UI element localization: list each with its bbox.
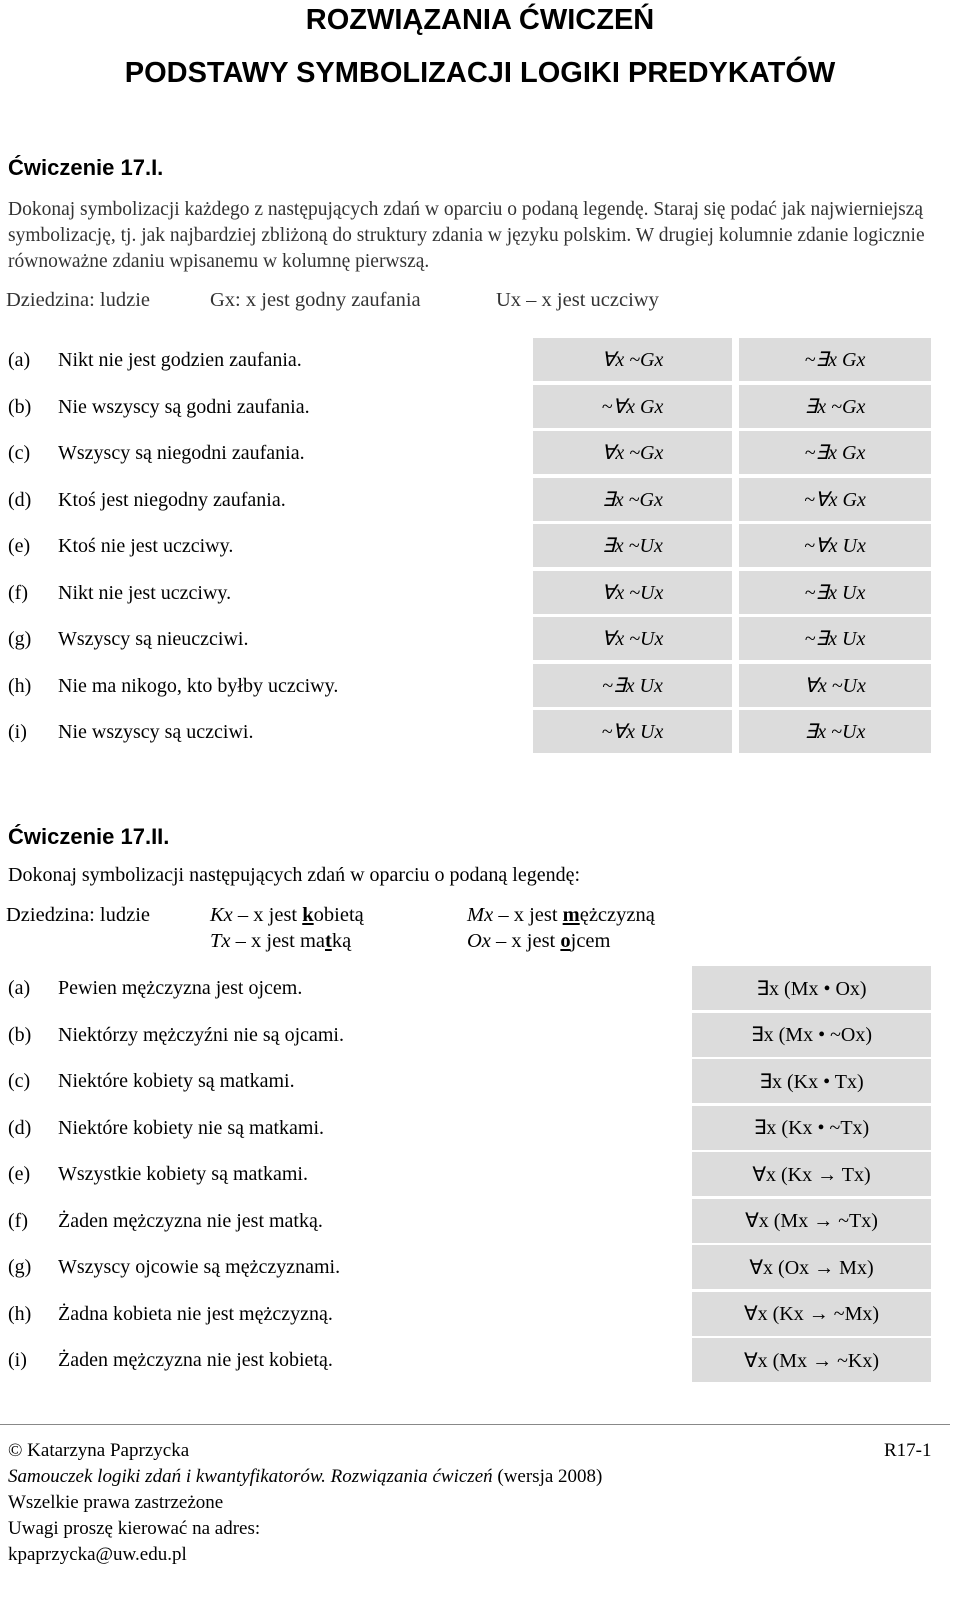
ex2-legend-domain: Dziedzina: ludzie [6,904,151,926]
ex1-answer-cell: ∀x ~Gx [533,338,732,381]
ex2-row-sentence: Żadna kobieta nie jest mężczyzną. [58,1302,333,1325]
ex1-row-label: (i) [8,721,27,743]
ex2-answer-cell: ∃x (Kx • Tx) [692,1059,931,1103]
ex2-row-label: (a) [8,977,31,999]
ex1-row-sentence: Nie wszyscy są godni zaufania. [58,395,310,418]
ex2-answer-cell: ∃x (Kx • ~Tx) [692,1106,931,1150]
ex2-legend-k: Kx – x jest kobietą [210,904,364,926]
ex2-answer-cell: ∀x (Ox → Mx) [692,1245,931,1289]
footer-email[interactable]: kpaprzycka@uw.edu.pl [8,1544,187,1565]
ex1-legend-u: Ux – x jest uczciwy [496,289,659,311]
ex1-answer-cell: ∃x ~Gx [533,478,732,521]
ex2-answer-cell: ∃x (Mx • Ox) [692,966,931,1010]
ex1-row-sentence: Nikt nie jest uczciwy. [58,581,232,604]
ex1-row-sentence: Wszyscy są nieuczciwi. [58,628,249,650]
exercise-1-title: Ćwiczenie 17.I. [8,155,164,180]
ex1-row-label: (c) [8,442,31,464]
ex1-row-sentence: Ktoś nie jest uczciwy. [58,535,234,557]
ex1-row-sentence: Nie ma nikogo, kto byłby uczciwy. [58,674,339,697]
ex2-row-label: (g) [8,1256,32,1278]
ex1-answer-cell: ~∀x Gx [533,385,732,428]
ex2-answer-cell: ∀x (Kx → Tx) [692,1152,931,1196]
ex1-row-sentence: Nie wszyscy są uczciwi. [58,721,254,743]
ex2-row-label: (e) [8,1163,31,1185]
ex1-equivalent-cell: ~∃x Ux [739,617,931,660]
ex1-equivalent-cell: ~∀x Ux [739,524,931,567]
ex1-row-label: (a) [8,349,31,371]
ex1-equivalent-cell: ∃x ~Ux [739,710,931,753]
ex1-answer-cell: ∃x ~Ux [533,524,732,567]
footer-page-number: R17-1 [884,1440,932,1461]
ex2-row-sentence: Wszyscy ojcowie są mężczyznami. [58,1256,341,1278]
ex1-answer-cell: ∀x ~Gx [533,431,732,474]
footer-divider [0,1424,950,1425]
ex2-row-label: (b) [8,1023,32,1046]
ex1-row-label: (h) [8,674,32,697]
exercise-2-instruction: Dokonaj symbolizacji następujących zdań w oparciu o podaną legendę: [8,864,581,886]
ex1-answer-cell: ~∀x Ux [533,710,732,753]
footer-rights: Wszelkie prawa zastrzeżone [8,1492,224,1513]
ex2-row-label: (f) [8,1209,28,1232]
ex1-equivalent-cell: ∃x ~Gx [739,385,931,428]
exercise-1-instruction: Dokonaj symbolizacji każdego z następujących zdań w oparciu o podaną legendę. Staraj się podać jak najwierniejszą symbolizację, tj. jak najbardziej zbliżoną do struktury zdania w języku polskim. W drugiej kolumnie zdanie logicznie równoważne zdaniu wpisanemu w kolumnę pierwszą. [8,199,925,272]
ex2-answer-cell: ∃x (Mx • ~Ox) [692,1013,931,1057]
ex2-legend-o: Ox – x jest ojcem [467,930,611,952]
footer-contact: Uwagi proszę kierować na adres: [8,1518,261,1539]
ex1-row-sentence: Ktoś jest niegodny zaufania. [58,488,286,511]
ex2-row-sentence: Niektóre kobiety nie są matkami. [58,1116,325,1139]
ex1-row-label: (e) [8,535,31,557]
ex2-row-label: (c) [8,1070,31,1092]
ex2-answer-cell: ∀x (Mx → ~Kx) [692,1338,931,1382]
exercise-2-title: Ćwiczenie 17.II. [8,824,170,849]
ex1-equivalent-cell: ∀x ~Ux [739,664,931,707]
ex2-row-sentence: Żaden mężczyzna nie jest kobietą. [58,1349,333,1371]
ex1-answer-cell: ~∃x Ux [533,664,732,707]
page-subtitle: PODSTAWY SYMBOLIZACJI LOGIKI PREDYKATÓW [124,57,836,89]
ex1-row-sentence: Nikt nie jest godzien zaufania. [58,349,302,371]
ex1-row-label: (d) [8,488,32,511]
ex1-answer-cell: ∀x ~Ux [533,617,732,660]
ex1-equivalent-cell: ~∀x Gx [739,478,931,521]
ex2-legend-m: Mx – x jest mężczyzną [467,904,655,926]
ex2-row-label: (i) [8,1349,27,1371]
page-title: ROZWIĄZANIA ĆWICZEŃ [305,4,655,36]
ex2-answer-cell: ∀x (Kx → ~Mx) [692,1292,931,1336]
ex2-row-label: (h) [8,1302,32,1325]
ex2-row-sentence: Niektórzy mężczyźni nie są ojcami. [58,1023,344,1046]
ex1-legend-domain: Dziedzina: ludzie [6,289,151,311]
ex2-legend-t: Tx – x jest matką [210,930,352,952]
ex2-answer-cell: ∀x (Mx → ~Tx) [692,1199,931,1243]
footer-book: Samouczek logiki zdań i kwantyfikatorów. Rozwiązania ćwiczeń (wersja 2008) [8,1466,603,1487]
ex2-row-sentence: Żaden mężczyzna nie jest matką. [58,1209,323,1232]
ex1-row-label: (f) [8,581,28,604]
ex1-row-label: (g) [8,628,32,650]
ex1-row-sentence: Wszyscy są niegodni zaufania. [58,442,305,464]
ex1-row-label: (b) [8,395,32,418]
ex1-equivalent-cell: ~∃x Gx [739,338,931,381]
ex1-answer-cell: ∀x ~Ux [533,571,732,614]
ex1-equivalent-cell: ~∃x Gx [739,431,931,474]
ex1-legend-g: Gx: x jest godny zaufania [210,289,421,311]
ex2-row-label: (d) [8,1116,32,1139]
ex2-row-sentence: Niektóre kobiety są matkami. [58,1070,295,1092]
footer-author: © Katarzyna Paprzycka [8,1440,190,1461]
ex2-row-sentence: Wszystkie kobiety są matkami. [58,1163,308,1185]
ex1-equivalent-cell: ~∃x Ux [739,571,931,614]
ex2-row-sentence: Pewien mężczyzna jest ojcem. [58,977,303,999]
